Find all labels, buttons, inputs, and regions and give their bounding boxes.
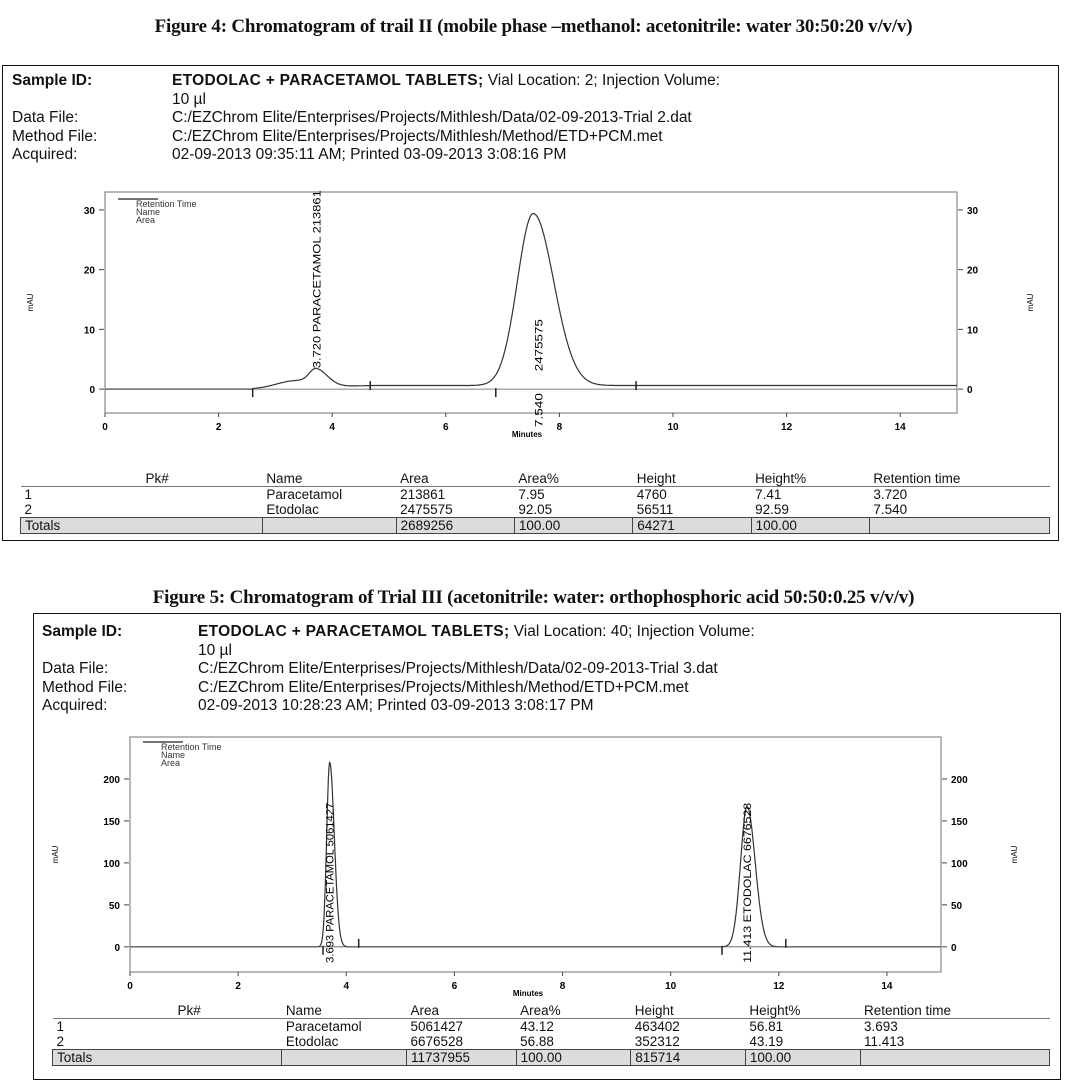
- col-header-retention-time: Retention time: [860, 1003, 1049, 1019]
- x-tick-label: 14: [894, 422, 906, 433]
- cell-height: 56511: [636, 502, 674, 517]
- col-header-area: Area: [396, 471, 514, 487]
- y-axis-label-left: mAU: [51, 845, 60, 864]
- totals-height-percent: 100.00: [751, 518, 869, 534]
- data-file-label: Data File:: [42, 660, 109, 677]
- cell-retention-time: 11.413: [864, 1034, 905, 1049]
- x-tick-label: 10: [665, 981, 677, 992]
- injection-volume: 10 µl: [198, 641, 232, 659]
- legend-entry: Name: [161, 750, 186, 760]
- y-tick-label-left: 10: [83, 325, 95, 337]
- legend-entry: Retention Time: [136, 199, 197, 209]
- peak-area-label: 2475575: [533, 328, 546, 372]
- totals-area: 2689256: [396, 518, 514, 534]
- totals-area-percent: 100.00: [516, 1050, 631, 1066]
- x-tick-label: 0: [127, 981, 133, 992]
- y-tick-label-left: 50: [108, 900, 120, 912]
- y-tick-label-left: 30: [83, 205, 95, 217]
- acquired-label: Acquired:: [12, 146, 78, 163]
- method-file-label: Method File:: [42, 678, 128, 696]
- y-tick-label-left: 0: [89, 385, 95, 397]
- x-tick-label: 0: [102, 422, 108, 433]
- legend-entry: Retention Time: [161, 742, 222, 752]
- y-tick-label-right: 100: [951, 858, 968, 870]
- cell-area-percent: 43.12: [520, 1019, 554, 1034]
- method-file-value: C:/EZChrom Elite/Enterprises/Projects/Mithlesh/Method/ETD+PCM.met: [198, 678, 689, 696]
- figure-5-caption: Figure 5: Chromatogram of Trial III (acetonitrile: water: orthophosphoric acid 50:50:0.25 v/v/v): [152, 587, 915, 608]
- peak-rt-label: 7.540: [533, 399, 546, 428]
- y-tick-label-left: 150: [103, 816, 120, 828]
- chromatogram-trace: [130, 763, 941, 947]
- totals-pk-number: Totals: [53, 1050, 282, 1066]
- y-axis-label-right: mAU: [1010, 845, 1019, 864]
- table-row: [53, 1034, 1050, 1050]
- col-header-pk-number: Pk#: [21, 471, 263, 487]
- x-tick-label: 4: [343, 981, 350, 992]
- y-axis-label-left: mAU: [26, 293, 35, 312]
- cell-height-percent: 92.59: [755, 502, 789, 517]
- sample-id-label: Sample ID:: [42, 623, 123, 640]
- peak-label: 11.413 ETODOLAC 6676528: [742, 820, 755, 963]
- cell-area: 2475575: [400, 502, 453, 517]
- col-header-area: Area: [406, 1003, 516, 1019]
- acquired-value: 02-09-2013 09:35:11 AM; Printed 03-09-2013 3:08:16 PM: [172, 146, 567, 163]
- x-tick-label: 2: [235, 981, 241, 992]
- cell-pk-number: 2: [56, 1034, 65, 1049]
- cell-name: Paracetamol: [285, 1019, 362, 1034]
- x-tick-label: 14: [881, 981, 893, 992]
- cell-retention-time: 3.720: [873, 487, 908, 502]
- legend-entry: Name: [136, 207, 161, 217]
- y-tick-label-right: 30: [967, 205, 979, 217]
- totals-retention-time: [860, 1050, 1049, 1066]
- y-tick-label-right: 200: [951, 774, 968, 786]
- col-header-name: Name: [262, 471, 396, 487]
- peak-label: 3.693 PARACETAMOL 5061427: [324, 805, 337, 963]
- peak-table-figure-5: [52, 1003, 1050, 1066]
- y-tick-label-right: 0: [967, 385, 973, 397]
- totals-height: 64271: [633, 518, 751, 534]
- col-header-height-percent: Height%: [745, 1003, 860, 1019]
- legend-entry: Area: [136, 215, 156, 225]
- x-tick-label: 6: [443, 422, 449, 433]
- figure-4-caption: Figure 4: Chromatogram of trail II (mobile phase –methanol: acetonitrile: water 30:50:20 v/v/v): [154, 16, 913, 37]
- cell-height-percent: 7.41: [755, 487, 782, 502]
- totals-row: [53, 1050, 1050, 1066]
- totals-name: [282, 1050, 407, 1066]
- cell-pk-number: 1: [56, 1019, 65, 1034]
- x-tick-label: 6: [451, 981, 458, 992]
- cell-height: 4760: [636, 487, 667, 502]
- col-header-area-percent: Area%: [514, 471, 632, 487]
- cell-name: Etodolac: [266, 502, 319, 517]
- y-tick-label-right: 150: [951, 816, 968, 828]
- y-tick-label-left: 100: [103, 858, 120, 870]
- sample-id-value: ETODOLAC + PARACETAMOL TABLETS; Vial Location: 40; Injection Volume:: [198, 623, 755, 640]
- totals-area-percent: 100.00: [514, 518, 632, 534]
- x-tick-label: 8: [556, 422, 563, 433]
- sample-id-label: Sample ID:: [12, 72, 93, 89]
- y-tick-label-right: 10: [967, 325, 979, 337]
- y-tick-label-right: 0: [951, 942, 957, 954]
- plot-frame: [130, 737, 941, 972]
- cell-area: 6676528: [410, 1034, 463, 1049]
- y-tick-label-left: 20: [83, 265, 95, 277]
- cell-pk-number: 1: [24, 487, 33, 502]
- totals-area: 11737955: [406, 1050, 516, 1066]
- acquired-label: Acquired:: [42, 697, 108, 714]
- method-file-value: C:/EZChrom Elite/Enterprises/Projects/Mithlesh/Method/ETD+PCM.met: [172, 127, 663, 145]
- y-axis-label-right: mAU: [1026, 293, 1035, 312]
- y-tick-label-right: 20: [967, 265, 979, 277]
- col-header-height-percent: Height%: [751, 471, 869, 487]
- cell-area-percent: 92.05: [518, 502, 553, 517]
- cell-area-percent: 7.95: [518, 487, 545, 502]
- cell-retention-time: 7.540: [873, 502, 908, 517]
- y-tick-label-right: 50: [951, 900, 963, 912]
- cell-height: 463402: [634, 1019, 680, 1034]
- totals-pk-number: Totals: [21, 518, 263, 534]
- y-tick-label-left: 200: [103, 774, 120, 786]
- x-tick-label: 8: [559, 981, 566, 992]
- col-header-name: Name: [282, 1003, 407, 1019]
- x-tick-label: 2: [215, 422, 222, 433]
- cell-area: 5061427: [410, 1019, 463, 1034]
- totals-height: 815714: [631, 1050, 746, 1066]
- col-header-pk-number: Pk#: [53, 1003, 282, 1019]
- data-file-value: C:/EZChrom Elite/Enterprises/Projects/Mithlesh/Data/02-09-2013-Trial 2.dat: [172, 109, 692, 126]
- y-tick-label-left: 0: [114, 942, 120, 954]
- x-axis-label: Minutes: [511, 430, 543, 439]
- x-tick-label: 12: [773, 981, 785, 992]
- table-row: [53, 1019, 1050, 1035]
- x-tick-label: 4: [329, 422, 335, 433]
- cell-height: 352312: [634, 1034, 680, 1049]
- col-header-retention-time: Retention time: [869, 471, 1049, 487]
- injection-volume: 10 µl: [172, 90, 206, 108]
- method-file-label: Method File:: [12, 127, 98, 145]
- sample-id-value: ETODOLAC + PARACETAMOL TABLETS; Vial Location: 2; Injection Volume:: [172, 72, 721, 89]
- cell-area-percent: 56.88: [520, 1034, 554, 1049]
- cell-area: 213861: [400, 487, 446, 502]
- data-file-label: Data File:: [12, 109, 79, 126]
- cell-pk-number: 2: [24, 502, 33, 517]
- cell-retention-time: 3.693: [864, 1019, 898, 1034]
- col-header-height: Height: [633, 471, 751, 487]
- col-header-height: Height: [631, 1003, 746, 1019]
- x-axis-label: Minutes: [512, 989, 544, 998]
- cell-height-percent: 56.81: [749, 1019, 784, 1034]
- acquired-value: 02-09-2013 10:28:23 AM; Printed 03-09-2013 3:08:17 PM: [198, 697, 594, 714]
- x-tick-label: 10: [667, 422, 679, 433]
- table-header-row: [53, 1003, 1050, 1019]
- legend-entry: Area: [161, 758, 181, 768]
- data-file-value: C:/EZChrom Elite/Enterprises/Projects/Mithlesh/Data/02-09-2013-Trial 3.dat: [198, 660, 718, 677]
- cell-name: Paracetamol: [266, 487, 343, 502]
- cell-height-percent: 43.19: [749, 1034, 784, 1049]
- x-tick-label: 12: [781, 422, 793, 433]
- totals-height-percent: 100.00: [745, 1050, 860, 1066]
- col-header-area-percent: Area%: [516, 1003, 631, 1019]
- peak-label: 3.720 PARACETAMOL 213861: [311, 216, 324, 369]
- cell-name: Etodolac: [285, 1034, 339, 1049]
